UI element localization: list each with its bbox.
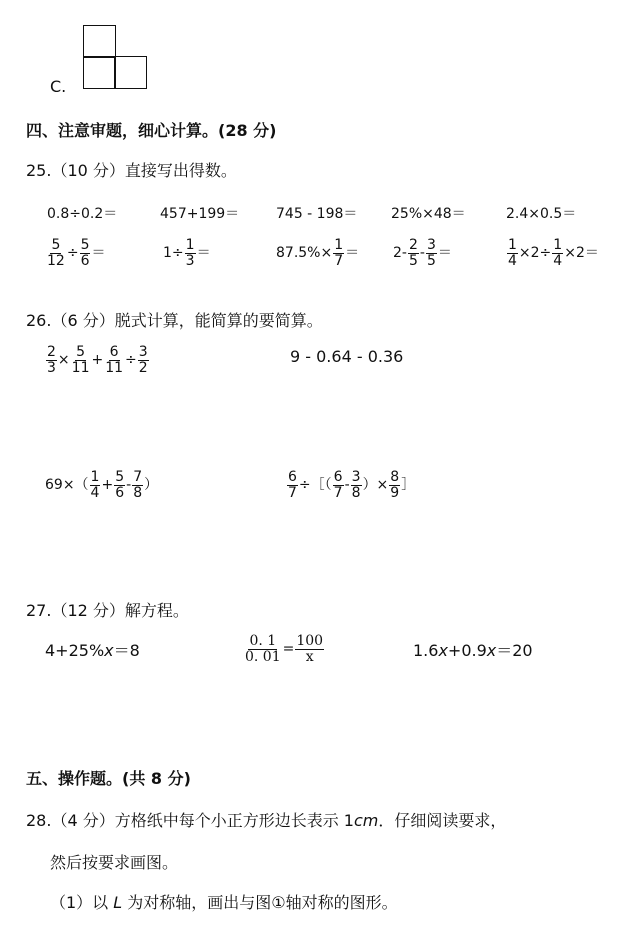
q28-sub-1: （1）以 L 为对称轴，画出与图①轴对称的图形。 xyxy=(50,893,398,912)
q25-item-10: $\frac{1}{4}$ ×2÷ $\frac{1}{4}$ ×2＝ xyxy=(508,237,599,269)
q27-equation-1: 4+25%x＝8 xyxy=(45,641,140,660)
q27-equation-2: $\frac{0. 1}{0. 01}$ = $\frac{100}{x}$ xyxy=(245,633,324,665)
q25-item-5: 2.4×0.5＝ xyxy=(506,206,577,222)
figure-square-top xyxy=(83,25,116,58)
q26-expr-3: 69×（ $\frac{1}{4}$ + $\frac{5}{6}$ - $\frac{7}{8}$ ） xyxy=(45,469,159,501)
q26-expr-4: $\frac{6}{7}$ ÷［（ $\frac{6}{7}$ - $\frac{3}{8}$ ）× $\frac{8}{9}$ ］ xyxy=(288,469,416,501)
q25-title: 25.（10 分）直接写出得数。 xyxy=(26,161,237,180)
figure-square-bottom-right xyxy=(114,56,147,89)
q25-item-6: $\frac{5}{12}$ ÷ $\frac{5}{6}$ ＝ xyxy=(47,237,106,269)
section-5-title: 五、操作题。(共 8 分) xyxy=(26,769,191,788)
figure-square-bottom-left xyxy=(83,56,116,89)
section-4-title: 四、注意审题，细心计算。(28 分) xyxy=(26,121,277,140)
q25-item-9: 2- $\frac{2}{5}$ - $\frac{3}{5}$ ＝ xyxy=(393,237,452,269)
q27-equation-3: 1.6x+0.9x＝20 xyxy=(413,641,533,660)
q28-line-1: 28.（4 分）方格纸中每个小正方形边长表示 1cm．仔细阅读要求， xyxy=(26,811,507,830)
q25-item-4: 25%×48＝ xyxy=(391,206,466,222)
q25-item-1: 0.8÷0.2＝ xyxy=(47,206,118,222)
q28-line-2: 然后按要求画图。 xyxy=(50,853,179,872)
option-c-label: C. xyxy=(50,77,67,96)
q25-item-7: 1÷ $\frac{1}{3}$ ＝ xyxy=(163,237,211,269)
q25-item-8: 87.5%× $\frac{1}{7}$ ＝ xyxy=(276,237,360,269)
q26-title: 26.（6 分）脱式计算，能简算的要简算。 xyxy=(26,311,323,330)
q27-title: 27.（12 分）解方程。 xyxy=(26,601,189,620)
q25-item-3: 745 - 198＝ xyxy=(276,206,358,222)
q26-expr-2: 9 - 0.64 - 0.36 xyxy=(290,347,404,366)
q25-item-2: 457+199＝ xyxy=(160,206,240,222)
q26-expr-1: $\frac{2}{3}$ × $\frac{5}{11}$ + $\frac{6}{11}$ ÷ $\frac{3}{2}$ xyxy=(47,344,148,376)
